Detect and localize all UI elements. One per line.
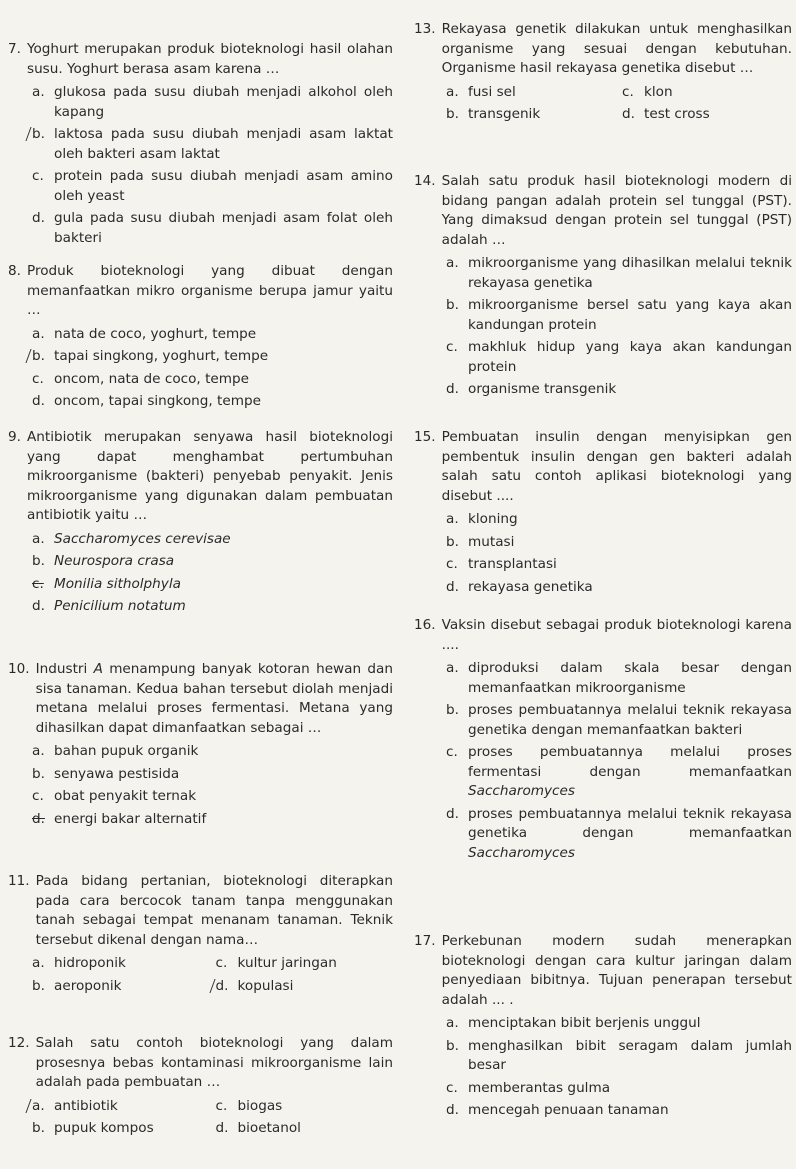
option-text: antibiotik [54, 1097, 118, 1114]
option-d[interactable] [32, 810, 393, 830]
question-15 [414, 428, 792, 600]
option-d[interactable] [216, 1119, 394, 1139]
option-text: menciptakan bibit berjenis unggul [468, 1015, 701, 1031]
option-b[interactable] [32, 765, 393, 785]
option-text: pupuk kompos [54, 1120, 154, 1136]
question-number: 8. [8, 263, 21, 279]
option-text: rekayasa genetika [468, 578, 593, 595]
option-b[interactable] [32, 347, 393, 367]
option-text: tapai singkong, yoghurt, tempe [54, 348, 269, 364]
stem-suffix: menampung banyak kotoran hewan dan sisa tanaman. Kedua bahan tersebut diolah menjadi metana melalui proses fermentasi. Metana yang dihasilkan dapat dimanfaatkan sebagai … [35, 661, 393, 736]
question-number: 15. [414, 429, 436, 445]
question-number: 11. [8, 873, 30, 889]
option-letter: d. [216, 977, 238, 997]
option-letter: d. [446, 1102, 459, 1118]
question-9 [8, 428, 393, 620]
option-text: makhluk hidup yang kaya akan kandungan protein [468, 339, 792, 375]
option-letter: b. [446, 106, 459, 122]
question-16 [414, 616, 792, 866]
option-text: transplantasi [468, 556, 557, 572]
option-letter: b. [446, 533, 459, 550]
option-text: mikroorganisme yang dihasilkan melalui teknik rekayasa genetika [468, 255, 792, 291]
option-c[interactable] [446, 555, 792, 575]
option-a[interactable] [446, 659, 792, 698]
option-text: Neurospora crasa [54, 553, 175, 569]
option-d[interactable] [446, 380, 792, 400]
option-b[interactable] [32, 552, 393, 572]
option-letter: a. [32, 955, 45, 971]
option-text-italic: Saccharomyces [468, 783, 575, 799]
option-text-italic: Saccharomyces [468, 844, 575, 861]
question-10 [8, 660, 393, 832]
option-letter: b. [446, 297, 459, 313]
option-b[interactable] [32, 977, 210, 997]
option-text [468, 805, 792, 864]
option-c[interactable] [216, 954, 394, 974]
option-letter: b. [32, 347, 54, 367]
option-a[interactable] [446, 510, 792, 530]
option-a[interactable] [32, 530, 393, 550]
question-number: 16. [414, 617, 436, 633]
option-text: organisme transgenik [468, 381, 617, 397]
question-number: 12. [8, 1035, 30, 1051]
question-number: 7. [8, 41, 21, 57]
question-stem: Perkebunan modern sudah menerapkan bioteknologi dengan cara kultur jaringan dalam penyediaan bibitnya. Tujuan penerapan tersebut adalah ... . [441, 933, 792, 1008]
option-letter: b. [32, 977, 45, 994]
option-d[interactable] [32, 392, 393, 412]
option-text-prefix: proses pembuatannya melalui teknik rekayasa genetika dengan memanfaatkan [468, 805, 792, 841]
option-b[interactable] [446, 701, 792, 740]
option-b[interactable] [32, 1119, 210, 1139]
question-number: 14. [414, 173, 436, 189]
option-d[interactable] [216, 977, 394, 997]
option-letter: a. [32, 743, 45, 759]
option-c[interactable] [622, 83, 792, 103]
option-d[interactable] [32, 209, 393, 248]
option-letter: c. [446, 339, 458, 355]
option-letter: b. [446, 1037, 459, 1054]
option-text: bahan pupuk organik [54, 743, 199, 759]
stem-italic: A [93, 661, 103, 677]
question-8 [8, 262, 393, 415]
option-letter: d. [446, 805, 459, 822]
option-d[interactable] [446, 805, 792, 864]
option-c[interactable] [446, 338, 792, 377]
option-text: gula pada susu diubah menjadi asam folat oleh bakteri [54, 210, 393, 246]
option-c[interactable] [216, 1097, 394, 1117]
option-letter: d. [32, 393, 45, 409]
option-a[interactable] [32, 742, 393, 762]
question-stem: Rekayasa genetik dilakukan untuk menghasilkan organisme yang sesuai dengan kebutuhan. Organisme hasil rekayasa genetika disebut … [441, 21, 792, 76]
option-b[interactable] [446, 296, 792, 335]
option-letter: c. [32, 575, 44, 592]
option-text: proses pembuatannya melalui teknik rekayasa genetika dengan memanfaatkan bakteri [468, 702, 792, 738]
option-text: Penicilium notatum [54, 598, 186, 614]
question-stem: Pada bidang pertanian, bioteknologi diterapkan pada cara bercocok tanam tanpa menggunakan tanah sebagai tempat menanam tanaman. Teknik tersebut dikenal dengan nama… [35, 873, 393, 948]
option-text: kloning [468, 511, 518, 527]
question-12 [8, 1034, 393, 1142]
question-number: 10. [8, 661, 30, 677]
question-stem [36, 660, 393, 738]
option-text: Monilia sitholphyla [54, 575, 181, 592]
question-stem: Salah satu produk hasil bioteknologi modern di bidang pangan adalah protein sel tunggal (PST). Yang dimaksud dengan protein sel tunggal (PST) adalah … [441, 173, 792, 248]
option-text-prefix: proses pembuatannya melalui proses fermentasi dengan memanfaatkan [468, 744, 792, 780]
question-number: 9. [8, 429, 21, 445]
option-b[interactable] [32, 125, 393, 164]
option-letter: d. [32, 810, 45, 827]
option-letter: b. [446, 702, 459, 718]
option-text: diproduksi dalam skala besar dengan memanfaatkan mikroorganisme [468, 660, 792, 696]
option-text: nata de coco, yoghurt, tempe [54, 325, 257, 342]
option-letter: b. [32, 765, 45, 782]
option-text: kultur jaringan [237, 955, 337, 971]
option-a[interactable] [32, 954, 210, 974]
option-b[interactable] [446, 1037, 792, 1076]
option-a[interactable] [32, 83, 393, 122]
option-text: glukosa pada susu diubah menjadi alkohol oleh kapang [54, 84, 393, 120]
option-letter: c. [32, 370, 44, 387]
option-text: hidroponik [54, 955, 126, 971]
option-c[interactable] [32, 370, 393, 390]
option-letter: b. [32, 125, 54, 164]
option-text: kopulasi [237, 977, 294, 994]
option-text: senyawa pestisida [54, 765, 180, 782]
option-letter: c. [32, 788, 44, 804]
question-number: 17. [414, 933, 436, 949]
option-letter: c. [622, 83, 634, 100]
option-letter: d. [215, 1120, 229, 1136]
option-letter: a. [32, 84, 45, 100]
option-letter: c. [446, 556, 458, 572]
option-a[interactable] [446, 83, 616, 103]
option-letter: d. [622, 106, 635, 122]
option-letter: a. [446, 511, 459, 527]
option-text: transgenik [468, 106, 541, 122]
question-stem: Vaksin disebut sebagai produk bioteknologi karena .... [441, 617, 792, 653]
option-letter: a. [32, 325, 45, 342]
option-c[interactable] [446, 743, 792, 802]
question-stem: Antibiotik merupakan senyawa hasil bioteknologi yang dapat menghambat pertumbuhan mikroorganisme (bakteri) penyebab penyakit. Jenis mikroorganisme yang digunakan dalam pembuatan antibiotik yaitu … [26, 429, 393, 523]
option-letter: b. [32, 1120, 45, 1136]
question-11 [8, 872, 393, 999]
option-text: obat penyakit ternak [54, 788, 197, 804]
option-d[interactable] [32, 597, 393, 617]
option-letter: a. [32, 530, 45, 547]
option-text: protein pada susu diubah menjadi asam amino oleh yeast [54, 168, 393, 204]
question-stem: Produk bioteknologi yang dibuat dengan memanfaatkan mikro organisme berupa jamur yaitu … [26, 263, 393, 318]
option-text: laktosa pada susu diubah menjadi asam laktat oleh bakteri asam laktat [54, 126, 393, 162]
question-number: 13. [414, 21, 436, 37]
option-text [468, 743, 792, 802]
option-text: mencegah penuaan tanaman [468, 1102, 669, 1118]
question-stem: Yoghurt merupakan produk bioteknologi hasil olahan susu. Yoghurt berasa asam karena … [26, 41, 393, 77]
option-letter: d. [446, 381, 459, 397]
option-text: mikroorganisme bersel satu yang kaya akan kandungan protein [468, 297, 792, 333]
question-13 [414, 20, 792, 128]
option-c[interactable] [32, 167, 393, 206]
option-letter: d. [446, 578, 459, 595]
question-7 [8, 40, 393, 251]
option-c[interactable] [32, 787, 393, 807]
option-text: test cross [644, 106, 710, 122]
option-letter: a. [446, 83, 459, 100]
option-c[interactable] [32, 575, 393, 595]
option-text: oncom, tapai singkong, tempe [54, 393, 261, 409]
option-letter: c. [32, 168, 44, 184]
option-text: memberantas gulma [468, 1079, 611, 1096]
option-a[interactable] [32, 1097, 210, 1117]
question-stem: Salah satu contoh bioteknologi yang dalam prosesnya bebas kontaminasi mikroorganisme lain adalah pada pembuatan … [35, 1035, 393, 1090]
option-letter: c. [446, 1079, 458, 1096]
option-b[interactable] [446, 105, 616, 125]
option-letter: b. [32, 553, 45, 569]
option-text: energi bakar alternatif [54, 810, 207, 827]
question-17 [414, 932, 792, 1124]
option-a[interactable] [32, 325, 393, 345]
option-letter: a. [446, 255, 459, 271]
option-b[interactable] [446, 533, 792, 553]
right-column [408, 0, 794, 1169]
option-text: bioetanol [237, 1120, 301, 1136]
option-text: mutasi [468, 533, 515, 550]
option-d[interactable] [446, 578, 792, 598]
option-text: menghasilkan bibit seragam dalam jumlah besar [468, 1037, 792, 1073]
option-letter: a. [446, 660, 459, 676]
option-letter: a. [446, 1015, 459, 1031]
option-letter: c. [215, 955, 228, 971]
option-letter: d. [32, 598, 45, 614]
option-text: fusi sel [468, 83, 516, 100]
option-d[interactable] [446, 1101, 792, 1121]
option-text: klon [644, 83, 673, 100]
option-a[interactable] [446, 254, 792, 293]
option-letter: d. [32, 210, 45, 226]
option-d[interactable] [622, 105, 792, 125]
stem-prefix: Industri [35, 661, 94, 677]
option-text: Saccharomyces cerevisae [54, 530, 231, 547]
question-14 [414, 172, 792, 403]
question-stem: Pembuatan insulin dengan menyisipkan gen pembentuk insulin dengan gen bakteri adalah salah satu contoh aplikasi bioteknologi yang disebut .... [441, 429, 792, 504]
option-c[interactable] [446, 1079, 792, 1099]
option-letter: c. [215, 1097, 228, 1114]
option-letter: c. [446, 744, 458, 760]
option-text: aeroponik [54, 977, 122, 994]
option-letter: a. [32, 1097, 54, 1117]
option-text: biogas [237, 1097, 283, 1114]
option-a[interactable] [446, 1014, 792, 1034]
option-text: oncom, nata de coco, tempe [54, 370, 249, 387]
